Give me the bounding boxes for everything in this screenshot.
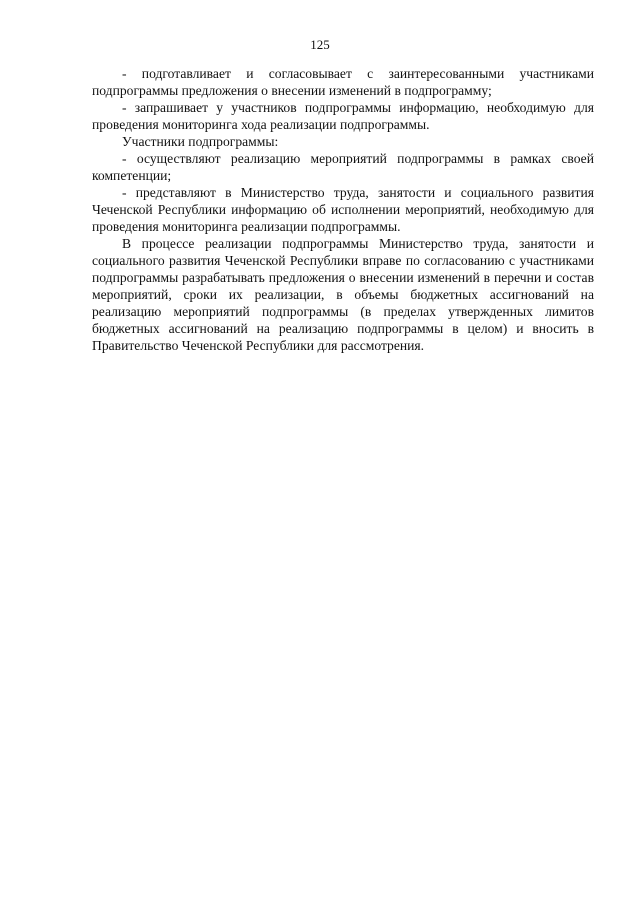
paragraph-implement-activities: - осуществляют реализацию мероприятий подпрограммы в рамках своей компетенции; <box>92 151 594 183</box>
paragraph-ministry-proposals: В процессе реализации подпрограммы Министерство труда, занятости и социального развития Чеченской Республики вправе по согласованию с участниками подпрограммы разрабатывать предложения о внесении изменений в перечни и состав мероприятий, сроки их реализации, в объемы бюджетных ассигнований на реализацию мероприятий подпрограммы (в пределах утвержденных лимитов бюджетных ассигнований на реализацию подпрограммы в целом) и вносить в Правительство Чеченской Республики для рассмотрения. <box>92 236 594 353</box>
paragraph-prepare-proposals: - подготавливает и согласовывает с заинтересованными участниками подпрограммы предложения о внесении изменений в подпрограмму; <box>92 66 594 98</box>
paragraph-request-information: - запрашивает у участников подпрограммы информацию, необходимую для проведения мониторинга хода реализации подпрограммы. <box>92 100 594 132</box>
document-body <box>92 65 594 354</box>
paragraph-submit-information: - представляют в Министерство труда, занятости и социального развития Чеченской Республики информацию об исполнении мероприятий, необходимую для проведения мониторинга реализации подпрограммы. <box>92 185 594 234</box>
page-number: 125 <box>310 37 330 52</box>
paragraph-participants-heading: Участники подпрограммы: <box>122 134 279 149</box>
